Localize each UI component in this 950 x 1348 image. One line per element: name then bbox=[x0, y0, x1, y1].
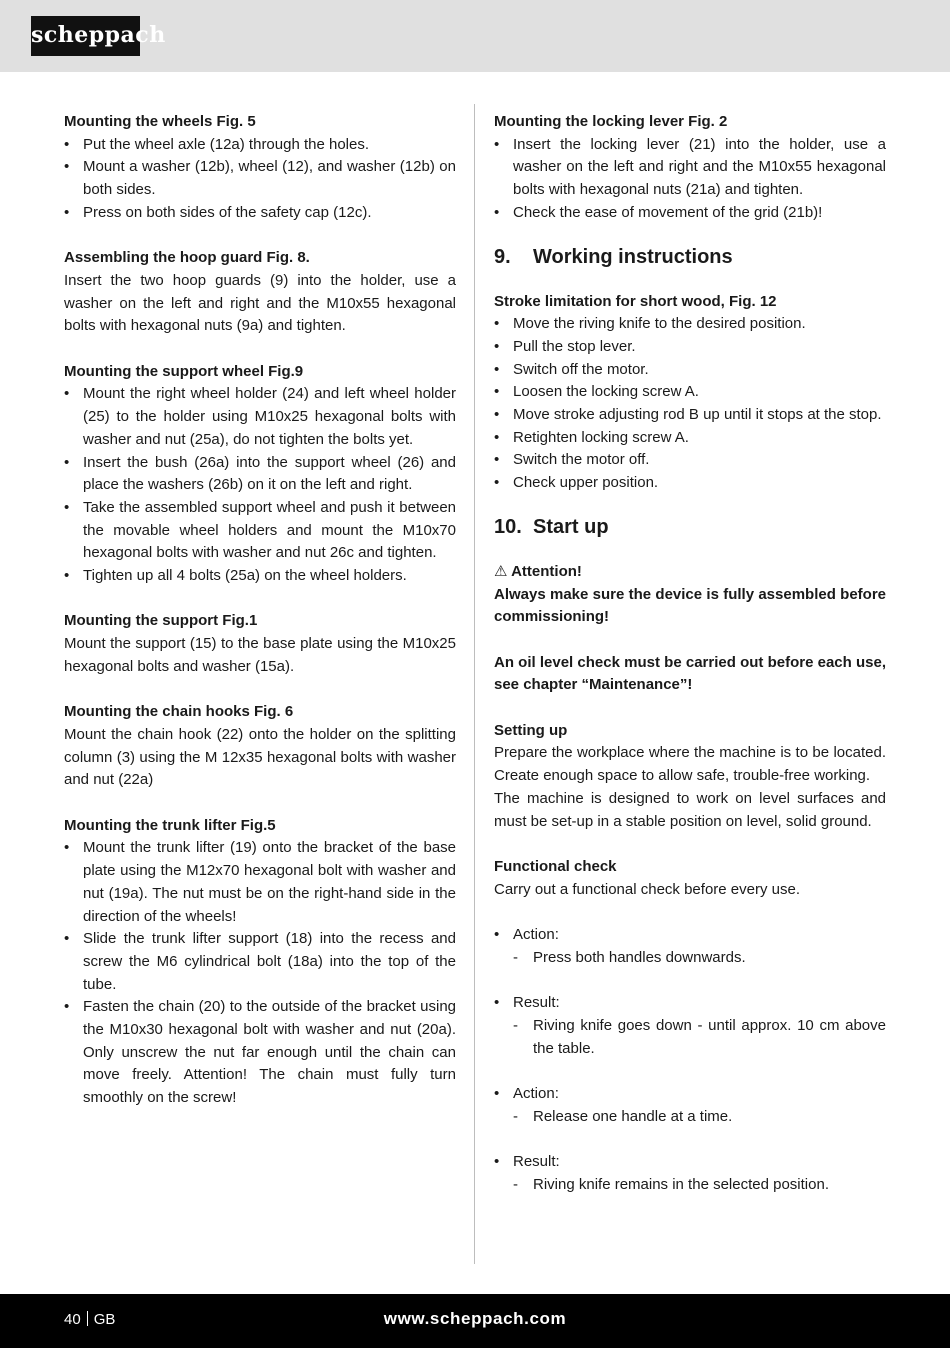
list-item: • Insert the locking lever (21) into the holder, use a washer on the left and right and the M10x55 hexagonal bolts with hexagonal nuts (21a) and tighten. bbox=[494, 134, 886, 202]
right-column bbox=[494, 111, 886, 1196]
website-link[interactable]: www.scheppach.com bbox=[383, 1309, 567, 1328]
step-label: • Result: bbox=[494, 992, 886, 1015]
list-item: • Mount the right wheel holder (24) and left wheel holder (25) to the holder using M10x25 hexagonal bolts with washer and nut (25a), do not tighten the bolts yet. bbox=[64, 383, 456, 451]
functional-check-heading: Functional check bbox=[494, 857, 617, 875]
locking-lever-heading: Mounting the locking lever Fig. 2 bbox=[494, 113, 728, 130]
section-10-title: 10. Start up bbox=[494, 515, 609, 538]
step-label: • Action: bbox=[494, 924, 886, 947]
trunk-lifter-heading: Mounting the trunk lifter Fig.5 bbox=[64, 816, 276, 834]
list-item: • Move stroke adjusting rod B up until it stops at the stop. bbox=[494, 404, 886, 427]
support-heading: Mounting the support Fig.1 bbox=[64, 612, 258, 630]
step-detail-list bbox=[494, 1106, 886, 1129]
list-item: • Retighten locking screw A. bbox=[494, 427, 886, 450]
step-detail-list bbox=[494, 947, 886, 970]
list-item: • Fasten the chain (20) to the outside of the bracket using the M10x30 hexagonal bolt with washer and nut (20a). Only unscrew the nut far enough until the chain can move freely. Attention! The chain must fully turn smoothly on the screw! bbox=[64, 996, 456, 1110]
support-text: Mount the support (15) to the base plate using the M10x25 hexagonal bolts and washer (15a). bbox=[64, 635, 456, 675]
chain-hooks-text: Mount the chain hook (22) onto the holder on the splitting column (3) using the M 12x35 hexagonal bolts with washer and nut (22a) bbox=[64, 725, 456, 789]
list-item: • Take the assembled support wheel and push it between the movable wheel holders and mount the M10x70 hexagonal bolts with washer and nut 26c and tighten. bbox=[64, 497, 456, 565]
scheppach-logo: scheppach bbox=[31, 16, 140, 56]
setting-up-heading: Setting up bbox=[494, 721, 568, 739]
page-header bbox=[0, 0, 950, 72]
list-item: • Mount the trunk lifter (19) onto the bracket of the base plate using the M12x70 hexagonal bolt with washer and nut (19a). The nut must be on the right-hand side in the direction of the wheels! bbox=[64, 837, 456, 928]
wheels-list bbox=[64, 134, 456, 225]
chain-hooks-heading: Mounting the chain hooks Fig. 6 bbox=[64, 703, 294, 721]
stroke-limitation-heading: Stroke limitation for short wood, Fig. 12 bbox=[494, 292, 777, 310]
support-wheel-list bbox=[64, 383, 456, 587]
list-item: • Put the wheel axle (12a) through the holes. bbox=[64, 134, 456, 157]
list-item: • Check upper position. bbox=[494, 472, 886, 495]
attention-label: ⚠ Attention! bbox=[494, 562, 582, 580]
step-list bbox=[494, 1151, 886, 1174]
list-item: • Move the riving knife to the desired position. bbox=[494, 313, 886, 336]
section-9-title: 9. Working instructions bbox=[494, 245, 733, 268]
attention-text: Always make sure the device is fully assembled before commissioning! bbox=[494, 585, 886, 626]
language-code: GB bbox=[93, 1311, 116, 1328]
list-item: • Press on both sides of the safety cap (12c). bbox=[64, 202, 456, 225]
page-footer bbox=[0, 1294, 950, 1348]
list-item: • Insert the bush (26a) into the support wheel (26) and place the washers (26b) on it on the left and right. bbox=[64, 452, 456, 497]
hoop-guard-heading: Assembling the hoop guard Fig. 8. bbox=[64, 249, 310, 267]
step-label: • Result: bbox=[494, 1151, 886, 1174]
list-item: • Switch the motor off. bbox=[494, 449, 886, 472]
list-item: • Slide the trunk lifter support (18) into the recess and screw the M6 cylindrical bolt (18a) into the top of the tube. bbox=[64, 928, 456, 996]
setting-up-text: Prepare the workplace where the machine is to be located. Create enough space to allow safe, trouble-free working. bbox=[494, 744, 886, 785]
step-list bbox=[494, 924, 886, 947]
oil-check-text: An oil level check must be carried out before each use, see chapter “Maintenance”! bbox=[494, 653, 886, 694]
setting-up-text: The machine is designed to work on level surfaces and must be set-up in a stable position on level, solid ground. bbox=[494, 789, 886, 830]
locking-lever-list bbox=[494, 134, 886, 225]
column-divider bbox=[474, 104, 475, 1264]
step-detail: - Riving knife remains in the selected position. bbox=[494, 1174, 886, 1197]
functional-check-text: Carry out a functional check before every use. bbox=[494, 880, 800, 898]
step-detail: - Riving knife goes down - until approx. 10 cm above the table. bbox=[494, 1015, 886, 1060]
step-detail-list bbox=[494, 1174, 886, 1197]
list-item: • Loosen the locking screw A. bbox=[494, 381, 886, 404]
list-item: • Check the ease of movement of the grid (21b)! bbox=[494, 202, 886, 225]
list-item: • Tighten up all 4 bolts (25a) on the wheel holders. bbox=[64, 565, 456, 588]
trunk-lifter-list bbox=[64, 837, 456, 1109]
list-item: • Switch off the motor. bbox=[494, 359, 886, 382]
stroke-limitation-list bbox=[494, 313, 886, 495]
hoop-guard-text: Insert the two hoop guards (9) into the holder, use a washer on the left and right and the M10x55 hexagonal bolts with hexagonal nuts (9a) and tighten. bbox=[64, 271, 456, 335]
warning-triangle-icon: ⚠ bbox=[494, 562, 508, 580]
step-detail: - Release one handle at a time. bbox=[494, 1106, 886, 1129]
step-detail-list bbox=[494, 1015, 886, 1060]
step-list bbox=[494, 1083, 886, 1106]
left-column bbox=[64, 111, 456, 1110]
list-item: • Mount a washer (12b), wheel (12), and washer (12b) on both sides. bbox=[64, 156, 456, 201]
step-list bbox=[494, 992, 886, 1015]
step-detail: - Press both handles downwards. bbox=[494, 947, 886, 970]
wheels-heading: Mounting the wheels Fig. 5 bbox=[64, 113, 256, 130]
support-wheel-heading: Mounting the support wheel Fig.9 bbox=[64, 362, 304, 380]
page-number: 40 GB bbox=[64, 1311, 116, 1328]
list-item: • Pull the stop lever. bbox=[494, 336, 886, 359]
step-label: • Action: bbox=[494, 1083, 886, 1106]
